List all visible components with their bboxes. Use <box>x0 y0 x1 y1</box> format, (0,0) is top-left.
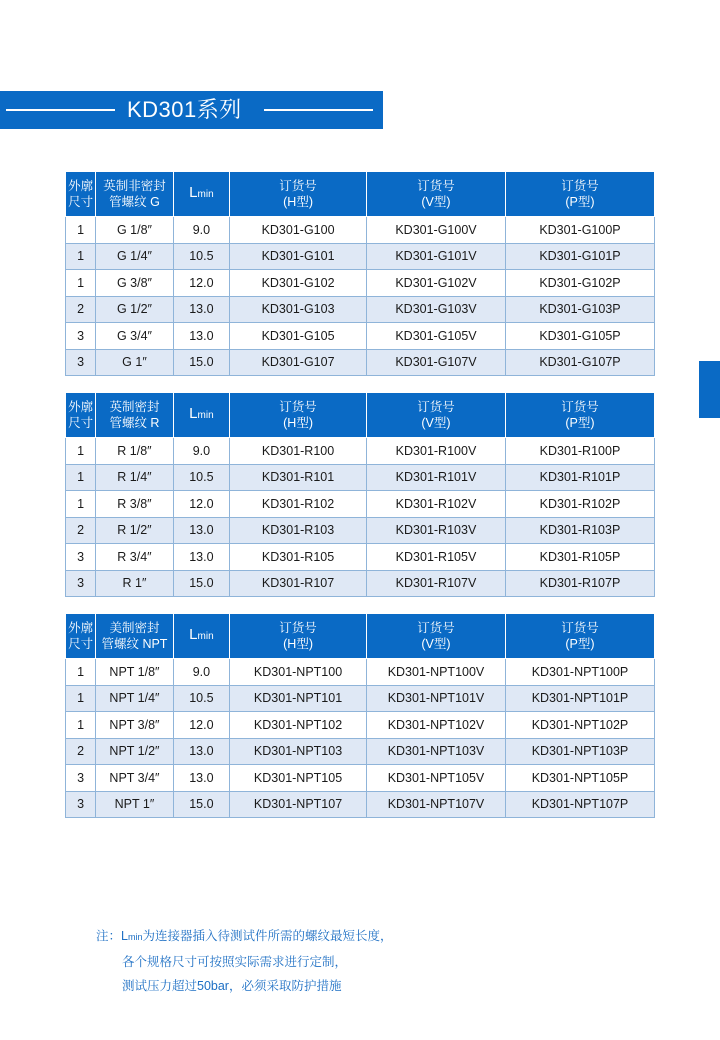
cell-thread: G 3/8″ <box>96 270 174 297</box>
cell-order-h: KD301-G100 <box>230 217 367 244</box>
header-line: 外廓 <box>68 400 94 414</box>
table-header-row <box>66 172 655 217</box>
cell-lmin: 12.0 <box>173 270 229 297</box>
header-thread <box>96 614 174 659</box>
cell-order-p: KD301-NPT105P <box>505 765 654 792</box>
lmin-subscript: min <box>197 631 214 642</box>
table-row <box>66 491 655 518</box>
header-line: 订货号 <box>561 400 599 414</box>
cell-order-p: KD301-G100P <box>505 217 654 244</box>
table-row <box>66 217 655 244</box>
cell-order-v: KD301-NPT102V <box>367 712 506 739</box>
lmin-subscript: min <box>197 410 214 421</box>
cell-thread: R 1/2″ <box>96 517 174 544</box>
cell-size: 3 <box>66 570 96 597</box>
series-g-table <box>65 171 655 376</box>
header-line: (P型) <box>565 195 595 209</box>
cell-size: 1 <box>66 270 96 297</box>
header-line: (P型) <box>565 416 595 430</box>
cell-lmin: 15.0 <box>173 791 229 818</box>
cell-size: 3 <box>66 765 96 792</box>
cell-lmin: 9.0 <box>173 217 229 244</box>
cell-lmin: 10.5 <box>173 464 229 491</box>
lmin-label: L <box>189 405 198 422</box>
header-order-p <box>505 172 654 217</box>
cell-lmin: 9.0 <box>173 438 229 465</box>
table-row <box>66 243 655 270</box>
cell-order-v: KD301-NPT100V <box>367 659 506 686</box>
header-line: 订货号 <box>417 179 455 193</box>
cell-order-h: KD301-R102 <box>230 491 367 518</box>
title-divider-left <box>6 109 115 111</box>
cell-size: 1 <box>66 491 96 518</box>
header-lmin <box>173 172 229 217</box>
cell-thread: NPT 3/4″ <box>96 765 174 792</box>
cell-order-p: KD301-R102P <box>505 491 654 518</box>
header-line: (H型) <box>283 195 313 209</box>
header-order-h <box>230 393 367 438</box>
cell-thread: G 1/4″ <box>96 243 174 270</box>
header-size <box>66 393 96 438</box>
cell-order-v: KD301-G105V <box>367 323 506 350</box>
cell-order-v: KD301-NPT105V <box>367 765 506 792</box>
cell-order-v: KD301-R100V <box>367 438 506 465</box>
cell-order-v: KD301-R107V <box>367 570 506 597</box>
cell-size: 2 <box>66 738 96 765</box>
cell-size: 1 <box>66 438 96 465</box>
header-line: 尺寸 <box>68 637 94 651</box>
cell-lmin: 12.0 <box>173 491 229 518</box>
cell-order-v: KD301-R102V <box>367 491 506 518</box>
header-order-v <box>367 393 506 438</box>
cell-order-p: KD301-G103P <box>505 296 654 323</box>
header-line: 订货号 <box>417 400 455 414</box>
table-header-row <box>66 614 655 659</box>
cell-order-h: KD301-NPT101 <box>230 685 367 712</box>
cell-order-v: KD301-NPT107V <box>367 791 506 818</box>
table-row <box>66 570 655 597</box>
cell-order-h: KD301-G103 <box>230 296 367 323</box>
cell-thread: G 1″ <box>96 349 174 376</box>
table-row <box>66 464 655 491</box>
header-line: 管螺纹 NPT <box>101 637 168 651</box>
cell-size: 3 <box>66 349 96 376</box>
header-size <box>66 172 96 217</box>
header-thread <box>96 172 174 217</box>
cell-order-p: KD301-NPT103P <box>505 738 654 765</box>
cell-thread: NPT 1″ <box>96 791 174 818</box>
lmin-subscript: min <box>197 189 214 200</box>
header-line: 尺寸 <box>68 416 94 430</box>
header-line: (P型) <box>565 637 595 651</box>
cell-order-v: KD301-G107V <box>367 349 506 376</box>
cell-lmin: 13.0 <box>173 544 229 571</box>
cell-order-p: KD301-NPT107P <box>505 791 654 818</box>
cell-thread: R 1/4″ <box>96 464 174 491</box>
header-line: 英制密封 <box>109 400 160 414</box>
table-row <box>66 685 655 712</box>
cell-lmin: 13.0 <box>173 765 229 792</box>
cell-size: 1 <box>66 217 96 244</box>
cell-order-p: KD301-NPT100P <box>505 659 654 686</box>
series-npt-table <box>65 613 655 818</box>
cell-lmin: 10.5 <box>173 685 229 712</box>
cell-order-v: KD301-G101V <box>367 243 506 270</box>
header-line: (H型) <box>283 416 313 430</box>
cell-order-h: KD301-NPT103 <box>230 738 367 765</box>
table-row <box>66 544 655 571</box>
cell-order-p: KD301-R101P <box>505 464 654 491</box>
cell-order-p: KD301-NPT102P <box>505 712 654 739</box>
cell-order-h: KD301-NPT107 <box>230 791 367 818</box>
cell-thread: G 1/8″ <box>96 217 174 244</box>
cell-size: 1 <box>66 464 96 491</box>
header-size <box>66 614 96 659</box>
cell-size: 1 <box>66 712 96 739</box>
cell-thread: NPT 1/2″ <box>96 738 174 765</box>
table-row <box>66 296 655 323</box>
cell-thread: NPT 3/8″ <box>96 712 174 739</box>
cell-order-h: KD301-G105 <box>230 323 367 350</box>
header-line: 订货号 <box>279 179 317 193</box>
cell-order-h: KD301-NPT105 <box>230 765 367 792</box>
header-order-h <box>230 172 367 217</box>
cell-order-p: KD301-G107P <box>505 349 654 376</box>
cell-order-h: KD301-NPT102 <box>230 712 367 739</box>
header-order-v <box>367 172 506 217</box>
table-row <box>66 323 655 350</box>
table-row <box>66 738 655 765</box>
header-line: 订货号 <box>279 400 317 414</box>
cell-order-p: KD301-NPT101P <box>505 685 654 712</box>
table-row <box>66 517 655 544</box>
cell-order-h: KD301-G107 <box>230 349 367 376</box>
cell-order-h: KD301-NPT100 <box>230 659 367 686</box>
header-line: (V型) <box>421 416 451 430</box>
cell-order-h: KD301-G101 <box>230 243 367 270</box>
table-header-row <box>66 393 655 438</box>
header-line: 订货号 <box>417 621 455 635</box>
cell-thread: R 3/8″ <box>96 491 174 518</box>
title-divider-right <box>264 109 373 111</box>
series-r-table <box>65 392 655 597</box>
side-section-tab <box>699 361 720 418</box>
cell-order-h: KD301-R101 <box>230 464 367 491</box>
table-row <box>66 270 655 297</box>
header-order-p <box>505 393 654 438</box>
table-row <box>66 659 655 686</box>
lmin-label: L <box>189 184 198 201</box>
header-line: 美制密封 <box>109 621 160 635</box>
header-line: 尺寸 <box>68 195 94 209</box>
header-order-h <box>230 614 367 659</box>
cell-size: 3 <box>66 323 96 350</box>
lmin-label: L <box>189 626 198 643</box>
header-line: (V型) <box>421 195 451 209</box>
cell-lmin: 12.0 <box>173 712 229 739</box>
page-title: KD301系列 <box>127 97 242 122</box>
cell-lmin: 10.5 <box>173 243 229 270</box>
cell-thread: G 1/2″ <box>96 296 174 323</box>
cell-size: 3 <box>66 791 96 818</box>
cell-thread: NPT 1/4″ <box>96 685 174 712</box>
cell-lmin: 15.0 <box>173 570 229 597</box>
cell-order-h: KD301-R105 <box>230 544 367 571</box>
header-lmin <box>173 393 229 438</box>
header-lmin <box>173 614 229 659</box>
header-line: (V型) <box>421 637 451 651</box>
cell-order-p: KD301-R107P <box>505 570 654 597</box>
cell-lmin: 13.0 <box>173 738 229 765</box>
cell-size: 3 <box>66 544 96 571</box>
cell-lmin: 15.0 <box>173 349 229 376</box>
footnote-prefix: 注：L <box>96 929 128 943</box>
cell-lmin: 9.0 <box>173 659 229 686</box>
series-title-bar <box>0 91 383 129</box>
cell-thread: G 3/4″ <box>96 323 174 350</box>
footnote-line-2: 各个规格尺寸可按照实际需求进行定制， <box>122 954 348 969</box>
header-line: 管螺纹 G <box>109 195 160 209</box>
cell-order-v: KD301-G100V <box>367 217 506 244</box>
cell-order-p: KD301-R103P <box>505 517 654 544</box>
cell-thread: R 1/8″ <box>96 438 174 465</box>
footnote-subscript: min <box>127 932 143 942</box>
cell-size: 1 <box>66 659 96 686</box>
cell-lmin: 13.0 <box>173 517 229 544</box>
cell-size: 2 <box>66 296 96 323</box>
cell-thread: NPT 1/8″ <box>96 659 174 686</box>
header-line: 外廓 <box>68 621 94 635</box>
cell-order-h: KD301-R107 <box>230 570 367 597</box>
footnote <box>96 924 656 999</box>
header-order-p <box>505 614 654 659</box>
cell-lmin: 13.0 <box>173 296 229 323</box>
cell-order-h: KD301-G102 <box>230 270 367 297</box>
table-row <box>66 438 655 465</box>
header-thread <box>96 393 174 438</box>
cell-thread: R 3/4″ <box>96 544 174 571</box>
header-line: 订货号 <box>561 621 599 635</box>
header-line: 订货号 <box>279 621 317 635</box>
header-line: 订货号 <box>561 179 599 193</box>
cell-order-v: KD301-NPT103V <box>367 738 506 765</box>
header-order-v <box>367 614 506 659</box>
cell-thread: R 1″ <box>96 570 174 597</box>
header-line: 英制非密封 <box>103 179 166 193</box>
cell-order-p: KD301-G101P <box>505 243 654 270</box>
cell-order-p: KD301-G105P <box>505 323 654 350</box>
header-line: 管螺纹 R <box>109 416 160 430</box>
table-row <box>66 791 655 818</box>
cell-order-v: KD301-R101V <box>367 464 506 491</box>
cell-order-p: KD301-R105P <box>505 544 654 571</box>
cell-order-p: KD301-G102P <box>505 270 654 297</box>
footnote-line-3: 测试压力超过50bar，必须采取防护措施 <box>122 979 342 993</box>
cell-order-h: KD301-R100 <box>230 438 367 465</box>
cell-order-v: KD301-R103V <box>367 517 506 544</box>
cell-order-p: KD301-R100P <box>505 438 654 465</box>
cell-lmin: 13.0 <box>173 323 229 350</box>
cell-order-v: KD301-G102V <box>367 270 506 297</box>
footnote-line-1-text: 为连接器插入待测试件所需的螺纹最短长度， <box>142 929 393 943</box>
cell-size: 1 <box>66 685 96 712</box>
cell-order-v: KD301-G103V <box>367 296 506 323</box>
header-line: 外廓 <box>68 179 94 193</box>
header-line: (H型) <box>283 637 313 651</box>
footnote-line-1 <box>96 924 656 950</box>
cell-order-v: KD301-R105V <box>367 544 506 571</box>
cell-order-v: KD301-NPT101V <box>367 685 506 712</box>
cell-order-h: KD301-R103 <box>230 517 367 544</box>
table-row <box>66 765 655 792</box>
cell-size: 2 <box>66 517 96 544</box>
table-row <box>66 712 655 739</box>
table-row <box>66 349 655 376</box>
cell-size: 1 <box>66 243 96 270</box>
